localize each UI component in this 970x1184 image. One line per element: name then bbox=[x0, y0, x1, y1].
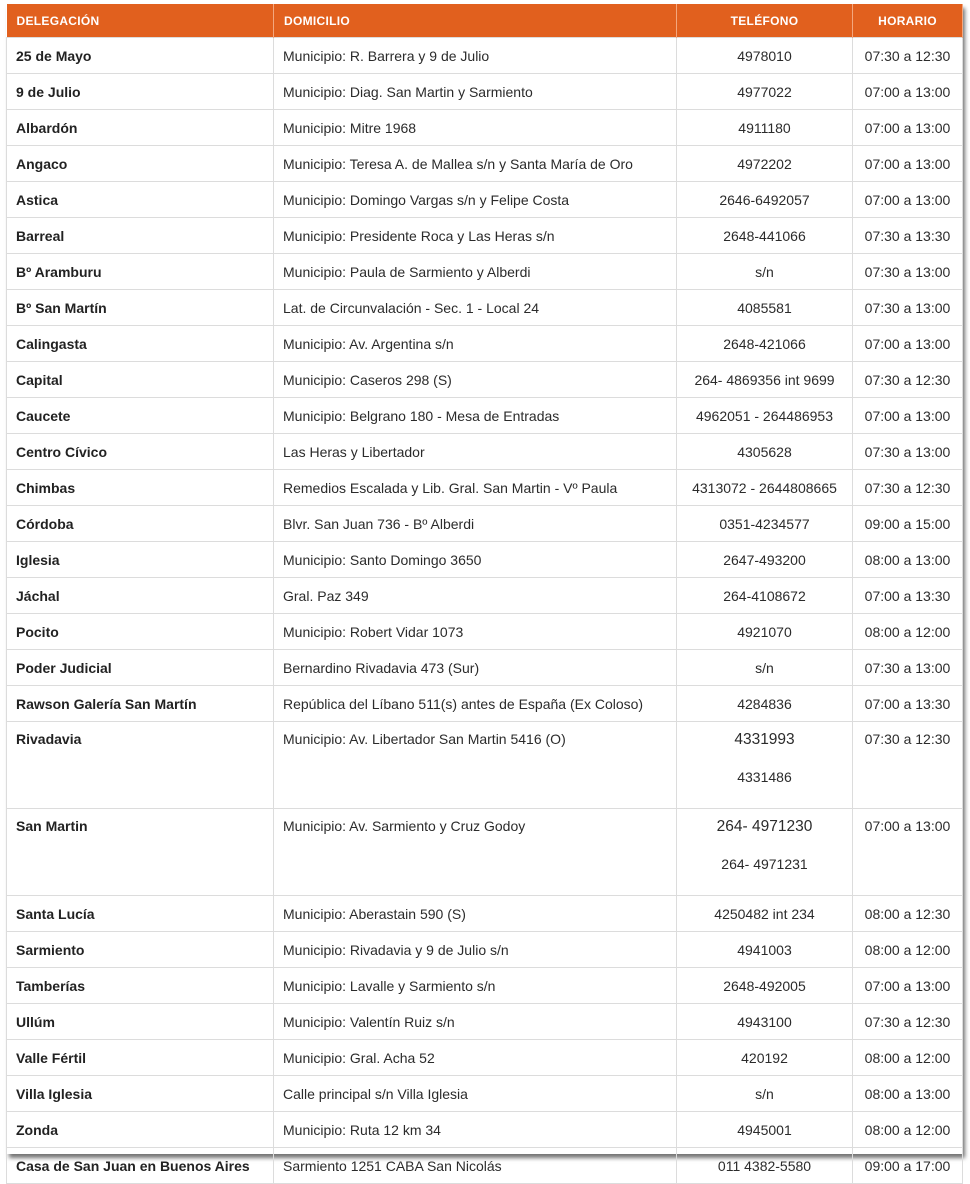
delegacion-cell: Iglesia bbox=[7, 542, 274, 578]
domicilio-cell: Las Heras y Libertador bbox=[274, 434, 677, 470]
telefono-cell: 4978010 bbox=[677, 38, 853, 74]
delegacion-cell: Capital bbox=[7, 362, 274, 398]
domicilio-cell: Municipio: Ruta 12 km 34 bbox=[274, 1112, 677, 1148]
delegacion-cell: Rivadavia bbox=[7, 722, 274, 809]
delegacion-cell: 9 de Julio bbox=[7, 74, 274, 110]
table-header-row bbox=[7, 4, 963, 38]
table-row bbox=[7, 722, 963, 809]
telefono-cell: 2648-492005 bbox=[677, 968, 853, 1004]
table-body bbox=[7, 38, 963, 1184]
telefono-cell: 4921070 bbox=[677, 614, 853, 650]
table-row bbox=[7, 398, 963, 434]
domicilio-cell: Municipio: Aberastain 590 (S) bbox=[274, 896, 677, 932]
delegacion-cell: Ullúm bbox=[7, 1004, 274, 1040]
horario-cell: 07:30 a 13:00 bbox=[853, 650, 963, 686]
domicilio-cell: Municipio: Av. Libertador San Martin 5416 (O) bbox=[274, 722, 677, 809]
table-row bbox=[7, 218, 963, 254]
horario-cell: 07:30 a 12:30 bbox=[853, 722, 963, 809]
delegacion-cell: Calingasta bbox=[7, 326, 274, 362]
telefono-cell: 4945001 bbox=[677, 1112, 853, 1148]
telefono-cell: 2646-6492057 bbox=[677, 182, 853, 218]
telefono-cell: s/n bbox=[677, 650, 853, 686]
horario-cell: 08:00 a 13:00 bbox=[853, 542, 963, 578]
telefono-cell: 4305628 bbox=[677, 434, 853, 470]
telefono-cell: 4977022 bbox=[677, 74, 853, 110]
horario-cell: 08:00 a 12:00 bbox=[853, 614, 963, 650]
telefono-cell: 2648-421066 bbox=[677, 326, 853, 362]
delegacion-cell: Barreal bbox=[7, 218, 274, 254]
table-row bbox=[7, 542, 963, 578]
domicilio-cell: Lat. de Circunvalación - Sec. 1 - Local 24 bbox=[274, 290, 677, 326]
delegacion-cell: Bº Aramburu bbox=[7, 254, 274, 290]
header-delegacion: DELEGACIÓN bbox=[7, 4, 274, 38]
delegacion-cell: Rawson Galería San Martín bbox=[7, 686, 274, 722]
domicilio-cell: Municipio: Presidente Roca y Las Heras s/n bbox=[274, 218, 677, 254]
table-row bbox=[7, 968, 963, 1004]
telefono-cell: 2648-441066 bbox=[677, 218, 853, 254]
horario-cell: 08:00 a 13:00 bbox=[853, 1076, 963, 1112]
table-row bbox=[7, 506, 963, 542]
table-row bbox=[7, 896, 963, 932]
telefono-cell: 4911180 bbox=[677, 110, 853, 146]
horario-cell: 07:30 a 12:30 bbox=[853, 470, 963, 506]
telefono-cell: 0351-4234577 bbox=[677, 506, 853, 542]
delegacion-cell: Sarmiento bbox=[7, 932, 274, 968]
domicilio-cell: Municipio: Robert Vidar 1073 bbox=[274, 614, 677, 650]
table-row bbox=[7, 326, 963, 362]
horario-cell: 07:00 a 13:00 bbox=[853, 398, 963, 434]
horario-cell: 07:30 a 13:30 bbox=[853, 218, 963, 254]
horario-cell: 09:00 a 17:00 bbox=[853, 1148, 963, 1184]
telefono-primary: 264- 4971230 bbox=[716, 818, 813, 835]
delegacion-cell: Pocito bbox=[7, 614, 274, 650]
delegacion-cell: Casa de San Juan en Buenos Aires bbox=[7, 1148, 274, 1184]
domicilio-cell: Municipio: Santo Domingo 3650 bbox=[274, 542, 677, 578]
horario-cell: 08:00 a 12:00 bbox=[853, 1112, 963, 1148]
table-row bbox=[7, 1040, 963, 1076]
domicilio-cell: Municipio: Rivadavia y 9 de Julio s/n bbox=[274, 932, 677, 968]
table-row bbox=[7, 1076, 963, 1112]
table-row bbox=[7, 1004, 963, 1040]
delegacion-cell: 25 de Mayo bbox=[7, 38, 274, 74]
domicilio-cell: Municipio: Av. Sarmiento y Cruz Godoy bbox=[274, 809, 677, 896]
horario-cell: 07:00 a 13:00 bbox=[853, 110, 963, 146]
domicilio-cell: Municipio: R. Barrera y 9 de Julio bbox=[274, 38, 677, 74]
telefono-secondary: 264- 4971231 bbox=[721, 856, 808, 872]
telefono-cell: 011 4382-5580 bbox=[677, 1148, 853, 1184]
telefono-cell: 4941003 bbox=[677, 932, 853, 968]
domicilio-cell: Remedios Escalada y Lib. Gral. San Martin - Vº Paula bbox=[274, 470, 677, 506]
domicilio-cell: Municipio: Teresa A. de Mallea s/n y Santa María de Oro bbox=[274, 146, 677, 182]
telefono-primary: 4331993 bbox=[734, 731, 795, 748]
table-row bbox=[7, 809, 963, 896]
delegacion-cell: Centro Cívico bbox=[7, 434, 274, 470]
delegacion-cell: Albardón bbox=[7, 110, 274, 146]
horario-cell: 07:00 a 13:00 bbox=[853, 326, 963, 362]
horario-cell: 07:30 a 12:30 bbox=[853, 362, 963, 398]
delegacion-cell: Valle Fértil bbox=[7, 1040, 274, 1076]
domicilio-cell: Calle principal s/n Villa Iglesia bbox=[274, 1076, 677, 1112]
telefono-cell bbox=[677, 809, 853, 896]
telefono-cell: 420192 bbox=[677, 1040, 853, 1076]
telefono-cell: 4284836 bbox=[677, 686, 853, 722]
table-row bbox=[7, 110, 963, 146]
delegacion-cell: Tamberías bbox=[7, 968, 274, 1004]
horario-cell: 09:00 a 15:00 bbox=[853, 506, 963, 542]
header-telefono: TELÉFONO bbox=[677, 4, 853, 38]
domicilio-cell: Municipio: Paula de Sarmiento y Alberdi bbox=[274, 254, 677, 290]
telefono-cell: s/n bbox=[677, 1076, 853, 1112]
table-row bbox=[7, 650, 963, 686]
telefono-cell: 2647-493200 bbox=[677, 542, 853, 578]
delegacion-cell: Caucete bbox=[7, 398, 274, 434]
delegacion-cell: Chimbas bbox=[7, 470, 274, 506]
table-row bbox=[7, 932, 963, 968]
telefono-cell bbox=[677, 722, 853, 809]
domicilio-cell: Municipio: Diag. San Martin y Sarmiento bbox=[274, 74, 677, 110]
domicilio-cell: Municipio: Belgrano 180 - Mesa de Entradas bbox=[274, 398, 677, 434]
telefono-cell: 264-4108672 bbox=[677, 578, 853, 614]
domicilio-cell: Bernardino Rivadavia 473 (Sur) bbox=[274, 650, 677, 686]
telefono-cell: 264- 4869356 int 9699 bbox=[677, 362, 853, 398]
domicilio-cell: Blvr. San Juan 736 - Bº Alberdi bbox=[274, 506, 677, 542]
table-row bbox=[7, 686, 963, 722]
domicilio-cell: Municipio: Valentín Ruiz s/n bbox=[274, 1004, 677, 1040]
domicilio-cell: Gral. Paz 349 bbox=[274, 578, 677, 614]
table-row bbox=[7, 614, 963, 650]
horario-cell: 07:30 a 13:00 bbox=[853, 434, 963, 470]
domicilio-cell: Municipio: Gral. Acha 52 bbox=[274, 1040, 677, 1076]
domicilio-cell: República del Líbano 511(s) antes de España (Ex Coloso) bbox=[274, 686, 677, 722]
table-row bbox=[7, 362, 963, 398]
domicilio-cell: Municipio: Mitre 1968 bbox=[274, 110, 677, 146]
horario-cell: 07:30 a 13:00 bbox=[853, 290, 963, 326]
horario-cell: 07:00 a 13:30 bbox=[853, 686, 963, 722]
telefono-cell: 4313072 - 2644808665 bbox=[677, 470, 853, 506]
domicilio-cell: Municipio: Lavalle y Sarmiento s/n bbox=[274, 968, 677, 1004]
table-row bbox=[7, 146, 963, 182]
horario-cell: 08:00 a 12:30 bbox=[853, 896, 963, 932]
delegacion-cell: Villa Iglesia bbox=[7, 1076, 274, 1112]
domicilio-cell: Municipio: Av. Argentina s/n bbox=[274, 326, 677, 362]
horario-cell: 07:30 a 12:30 bbox=[853, 38, 963, 74]
horario-cell: 07:00 a 13:30 bbox=[853, 578, 963, 614]
horario-cell: 07:00 a 13:00 bbox=[853, 182, 963, 218]
horario-cell: 08:00 a 12:00 bbox=[853, 1040, 963, 1076]
delegations-sheet bbox=[6, 4, 962, 1174]
table-row bbox=[7, 434, 963, 470]
table-row bbox=[7, 470, 963, 506]
delegacion-cell: Zonda bbox=[7, 1112, 274, 1148]
table-row bbox=[7, 254, 963, 290]
delegacion-cell: Jáchal bbox=[7, 578, 274, 614]
horario-cell: 07:00 a 13:00 bbox=[853, 809, 963, 896]
telefono-cell: 4972202 bbox=[677, 146, 853, 182]
delegacion-cell: Astica bbox=[7, 182, 274, 218]
horario-cell: 07:30 a 12:30 bbox=[853, 1004, 963, 1040]
horario-cell: 07:00 a 13:00 bbox=[853, 74, 963, 110]
header-horario: HORARIO bbox=[853, 4, 963, 38]
horario-cell: 07:00 a 13:00 bbox=[853, 968, 963, 1004]
telefono-cell: 4085581 bbox=[677, 290, 853, 326]
table-row bbox=[7, 1148, 963, 1184]
table-row bbox=[7, 182, 963, 218]
domicilio-cell: Sarmiento 1251 CABA San Nicolás bbox=[274, 1148, 677, 1184]
horario-cell: 07:00 a 13:00 bbox=[853, 146, 963, 182]
telefono-cell: 4943100 bbox=[677, 1004, 853, 1040]
telefono-secondary: 4331486 bbox=[737, 769, 792, 785]
telefono-cell: s/n bbox=[677, 254, 853, 290]
delegacion-cell: Angaco bbox=[7, 146, 274, 182]
delegacion-cell: Bº San Martín bbox=[7, 290, 274, 326]
telefono-cell: 4962051 - 264486953 bbox=[677, 398, 853, 434]
delegations-table bbox=[6, 4, 963, 1184]
delegacion-cell: Poder Judicial bbox=[7, 650, 274, 686]
header-domicilio: DOMICILIO bbox=[274, 4, 677, 38]
telefono-cell: 4250482 int 234 bbox=[677, 896, 853, 932]
domicilio-cell: Municipio: Domingo Vargas s/n y Felipe Costa bbox=[274, 182, 677, 218]
table-row bbox=[7, 1112, 963, 1148]
table-row bbox=[7, 578, 963, 614]
horario-cell: 08:00 a 12:00 bbox=[853, 932, 963, 968]
table-row bbox=[7, 38, 963, 74]
delegacion-cell: San Martin bbox=[7, 809, 274, 896]
domicilio-cell: Municipio: Caseros 298 (S) bbox=[274, 362, 677, 398]
table-row bbox=[7, 74, 963, 110]
delegacion-cell: Córdoba bbox=[7, 506, 274, 542]
table-row bbox=[7, 290, 963, 326]
horario-cell: 07:30 a 13:00 bbox=[853, 254, 963, 290]
delegacion-cell: Santa Lucía bbox=[7, 896, 274, 932]
